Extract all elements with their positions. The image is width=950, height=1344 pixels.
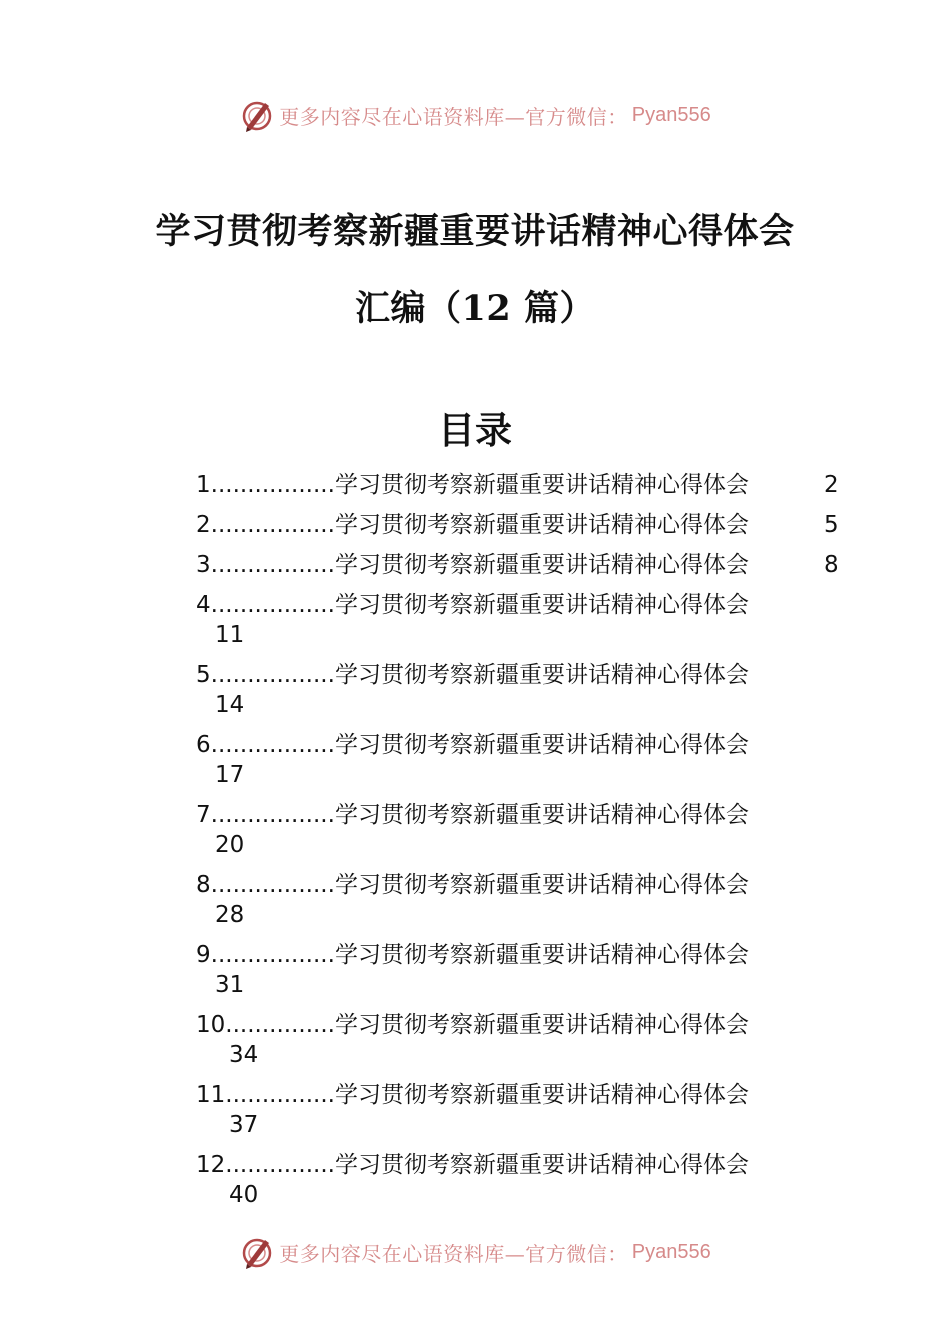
toc-entry-title: 学习贯彻考察新疆重要讲话精神心得体会 — [334, 472, 749, 498]
toc-entry[interactable] — [196, 660, 856, 730]
toc-entry-number: 3 — [196, 552, 211, 578]
toc-entry-number: 12 — [196, 1152, 226, 1178]
toc-entry-title: 学习贯彻考察新疆重要讲话精神心得体会 — [334, 662, 749, 688]
toc-entry-title: 学习贯彻考察新疆重要讲话精神心得体会 — [334, 802, 749, 828]
toc-entry[interactable] — [196, 470, 856, 510]
toc-entry-page: 28 — [215, 902, 245, 928]
toc-entry[interactable] — [196, 940, 856, 1010]
toc-entry-number: 4 — [196, 592, 211, 618]
toc-entry[interactable] — [196, 1080, 856, 1150]
header-banner — [0, 95, 950, 135]
toc-entry-title: 学习贯彻考察新疆重要讲话精神心得体会 — [334, 732, 749, 758]
toc-entry[interactable] — [196, 800, 856, 870]
toc-entry-title: 学习贯彻考察新疆重要讲话精神心得体会 — [334, 942, 749, 968]
toc-entry-page: 37 — [229, 1112, 259, 1138]
toc-leader-dots: ................. — [210, 662, 335, 688]
toc-entry-number: 11 — [196, 1082, 226, 1108]
toc-entry-page: 17 — [215, 762, 245, 788]
toc-leader-dots: ................. — [210, 512, 335, 538]
toc-entry-page: 8 — [824, 552, 839, 578]
table-of-contents — [196, 470, 856, 1220]
banner-text: 更多内容尽在心语资料库—官方微信： — [279, 1241, 628, 1266]
toc-entry[interactable] — [196, 510, 856, 550]
pen-logo-icon — [239, 97, 275, 133]
toc-entry[interactable] — [196, 590, 856, 660]
toc-entry-number: 7 — [196, 802, 211, 828]
toc-entry[interactable] — [196, 1010, 856, 1080]
toc-entry[interactable] — [196, 870, 856, 940]
wechat-id: Pyan556 — [631, 1240, 711, 1263]
toc-entry-page: 40 — [229, 1182, 259, 1208]
document-subtitle: 汇编（12 篇） — [355, 288, 595, 329]
toc-entry-number: 8 — [196, 872, 211, 898]
toc-entry-title: 学习贯彻考察新疆重要讲话精神心得体会 — [334, 592, 749, 618]
toc-entry-title: 学习贯彻考察新疆重要讲话精神心得体会 — [334, 512, 749, 538]
toc-entry-number: 1 — [196, 472, 211, 498]
toc-leader-dots: ................. — [210, 732, 335, 758]
toc-entry-page: 20 — [215, 832, 245, 858]
toc-leader-dots: ................. — [210, 472, 335, 498]
toc-entry-number: 5 — [196, 662, 211, 688]
toc-entry-number: 6 — [196, 732, 211, 758]
toc-entry[interactable] — [196, 1150, 856, 1220]
toc-leader-dots: ............... — [225, 1082, 335, 1108]
toc-leader-dots: ................. — [210, 942, 335, 968]
document-title: 学习贯彻考察新疆重要讲话精神心得体会 — [155, 211, 795, 252]
toc-leader-dots: ............... — [225, 1152, 335, 1178]
toc-leader-dots: ................. — [210, 552, 335, 578]
toc-entry-page: 5 — [824, 512, 839, 538]
toc-entry-title: 学习贯彻考察新疆重要讲话精神心得体会 — [334, 872, 749, 898]
toc-entry-page: 14 — [215, 692, 245, 718]
toc-entry-title: 学习贯彻考察新疆重要讲话精神心得体会 — [334, 1152, 749, 1178]
toc-heading: 目录 — [438, 408, 512, 452]
toc-entry-page: 34 — [229, 1042, 259, 1068]
toc-leader-dots: ............... — [225, 1012, 335, 1038]
toc-entry[interactable] — [196, 550, 856, 590]
wechat-id: Pyan556 — [631, 103, 711, 126]
toc-leader-dots: ................. — [210, 592, 335, 618]
toc-leader-dots: ................. — [210, 802, 335, 828]
toc-entry-page: 31 — [215, 972, 245, 998]
toc-entry-number: 9 — [196, 942, 211, 968]
toc-entry-page: 2 — [824, 472, 839, 498]
toc-entry[interactable] — [196, 730, 856, 800]
toc-entry-title: 学习贯彻考察新疆重要讲话精神心得体会 — [334, 1012, 749, 1038]
toc-entry-number: 2 — [196, 512, 211, 538]
footer-banner — [0, 1232, 950, 1272]
toc-entry-title: 学习贯彻考察新疆重要讲话精神心得体会 — [334, 1082, 749, 1108]
toc-leader-dots: ................. — [210, 872, 335, 898]
banner-text: 更多内容尽在心语资料库—官方微信： — [279, 104, 628, 129]
toc-entry-number: 10 — [196, 1012, 226, 1038]
toc-entry-title: 学习贯彻考察新疆重要讲话精神心得体会 — [334, 552, 749, 578]
pen-logo-icon — [239, 1234, 275, 1270]
toc-entry-page: 11 — [215, 622, 245, 648]
